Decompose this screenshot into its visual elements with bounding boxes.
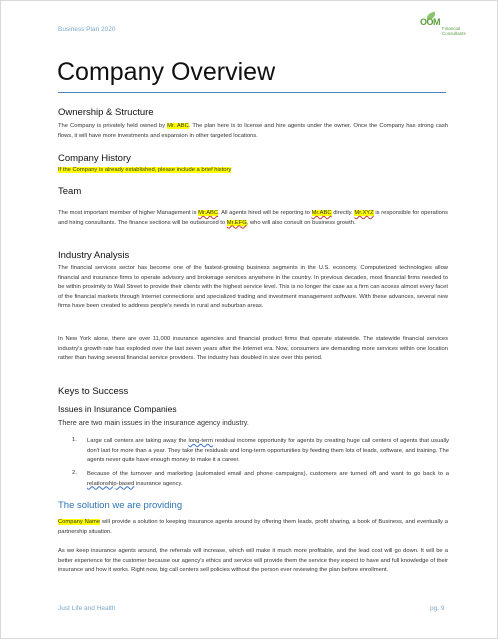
ownership-text: The Company is privately held owned by Mr. ABC. The plan here is to license and hire agents under the owner. Once the Company has strong cash flows, it will have more investments and expansion in other targeted locations.: [58, 123, 448, 139]
industry-paragraph-2: In New York alone, there are over 11,000 insurance agencies and financial product firms that operate statewide. The statewide financial services industry's growth rate has exploded over the last seven years after the Internet era. Now, consumers are demanding more services within one location rather than having several financial service providers. The industry has doubled in size over this period.: [58, 336, 448, 362]
page-number: pg. 9: [430, 605, 445, 612]
history-heading: Company History: [58, 153, 131, 164]
issues-intro: There are two main issues in the insurance agency industry.: [58, 418, 249, 427]
list-number-1: 1.: [72, 437, 77, 443]
footer-left: Just Life and Health: [58, 605, 116, 612]
company-name: Company Name: [58, 519, 101, 525]
industry-heading: Industry Analysis: [58, 250, 130, 261]
team-text: The most important member of higher Management is Mr.ABC. All agents hired will be reporting to Mr.ABC directly. Mr.XYZ is responsible for operations and hiring consultants. The finance sections will be outsourced to Mr.EFG, who will also consult on business growth.: [58, 210, 448, 226]
list-item-1: Large call centers are taking away the long-term residual income opportunity for agents by creating huge call centers of agents that usually don't last for more than a year. They take the residuals and long-term opportunities by feeding them lots of leads, software, and training. The agents never quite have enough money to make it a career.: [87, 438, 449, 464]
solution-paragraph-1: Company Name will provide a solution to keeping insurance agents around by offering them leads, profit sharing, a book of Business, and eventually a partnership situation.: [58, 519, 448, 535]
issues-subheading: Issues in Insurance Companies: [58, 404, 177, 414]
history-text: If the Company is already established, please include a brief history: [58, 167, 232, 173]
list-number-2: 2.: [72, 470, 77, 476]
industry-paragraph-1: The financial services sector has become one of the fastest-growing business segments in the U.S. economy. Computerized technologies allow financial and insurance firms to operate advisory and brokerage services anywhere in the country. In previous decades, most financial firms needed to be within proximity to Wall Street to provide their clients with the highest service level. This is no longer the case as a firm can access almost every facet of the financial markets through Internet connections and specialized trading and investment management software. With these advances, several new firms have been created to address people's needs in rural and suburban areas.: [58, 265, 448, 310]
logo-line2: Consultants: [442, 31, 466, 36]
solution-paragraph-2: As we keep insurance agents around, the referrals will increase, which will make it much more profitable, and the lead cost will go down. It will be a better experience for the customer because our agency's ethics and service will provide them the service they expect to have and full knowledge of their insurance and how it works. Right now, big call centers sell policies without the person ever reviewing the plan before enrollment.: [58, 548, 448, 574]
team-heading: Team: [58, 186, 82, 197]
title-rule: [58, 92, 446, 93]
keys-heading: Keys to Success: [58, 386, 129, 397]
header-title: Business Plan 2020: [58, 26, 116, 33]
solution-heading: The solution we are providing: [58, 500, 183, 511]
company-logo: [420, 15, 466, 43]
list-item-2: Because of the turnover and marketing (automated email and phone campaigns), customers are turned off and want to go back to a relationship-based insurance agency.: [87, 471, 449, 487]
ownership-heading: Ownership & Structure: [58, 107, 154, 118]
owner-name: Mr. ABC: [167, 123, 189, 129]
logo-line1: Financial: [442, 26, 461, 31]
page-title: Company Overview: [57, 58, 276, 86]
logo-mark: OOM: [420, 17, 440, 27]
